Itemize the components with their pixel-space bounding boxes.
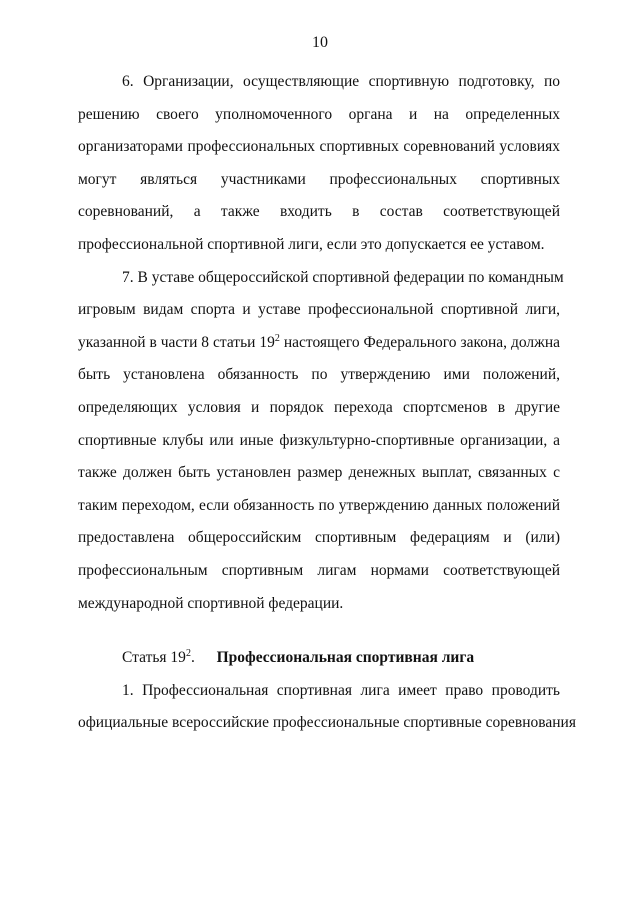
reference-prefix: указанной в части 8 статьи 19 (78, 333, 275, 351)
paragraph-7-line: профессиональным спортивным лигам нормами соответствующей (78, 561, 560, 579)
paragraph-7-line-with-reference (78, 327, 560, 360)
paragraph-6-line: соревнований, а также входить в состав соответствующей (78, 203, 560, 221)
paragraph-6-line: 6. Организации, осуществляющие спортивную подготовку, по (122, 73, 560, 90)
paragraph-7-line: международной спортивной федерации. (78, 594, 344, 612)
paragraph-7-line: спортивные клубы или иные физкультурно-спортивные организации, а (78, 431, 560, 449)
reference-superscript: 2 (274, 332, 280, 344)
article-label-text: Статья 19 (122, 649, 186, 667)
spacer (78, 620, 560, 642)
paragraph-7-line: таким переходом, если обязанность по утверждению данных положений (78, 496, 560, 514)
paragraph-6-line: профессиональной спортивной лиги, если это допускается ее уставом. (78, 235, 545, 253)
paragraph-7-line: также должен быть установлен размер денежных выплат, связанных с (78, 464, 560, 482)
page-number: 10 (312, 34, 328, 51)
article-label (122, 649, 195, 666)
paragraph-7 (78, 262, 564, 621)
article-label-superscript: 2 (185, 647, 191, 659)
paragraph-7-line: быть установлена обязанность по утверждению ими положений, (78, 366, 560, 384)
paragraph-6-line: могут являться участниками профессиональных спортивных (78, 170, 560, 188)
article-heading (78, 642, 560, 675)
article-paragraph-1-line: официальные всероссийские профессиональные спортивные соревнования (78, 714, 576, 732)
article-paragraph-1-line: 1. Профессиональная спортивная лига имеет право проводить (122, 681, 560, 699)
document-body (78, 66, 576, 740)
paragraph-7-line: предоставлена общероссийским спортивным федерациям и (или) (78, 529, 560, 547)
paragraph-6 (78, 66, 560, 262)
paragraph-6-line: организаторами профессиональных спортивных соревнований условиях (78, 138, 560, 156)
article-label-dot: . (190, 649, 195, 667)
paragraph-7-line: 7. В уставе общероссийской спортивной федерации по командным (122, 268, 564, 286)
reference-suffix: настоящего Федерального закона, должна (279, 333, 560, 351)
article-title: Профессиональная спортивная лига (216, 649, 475, 667)
paragraph-7-line: определяющих условия и порядок перехода спортсменов в другие (78, 398, 560, 416)
paragraph-7-line: игровым видам спорта и уставе профессиональной спортивной лиги, (78, 301, 560, 319)
paragraph-6-line: решению своего уполномоченного органа и на определенных (78, 105, 560, 123)
article-paragraph-1 (78, 675, 576, 740)
